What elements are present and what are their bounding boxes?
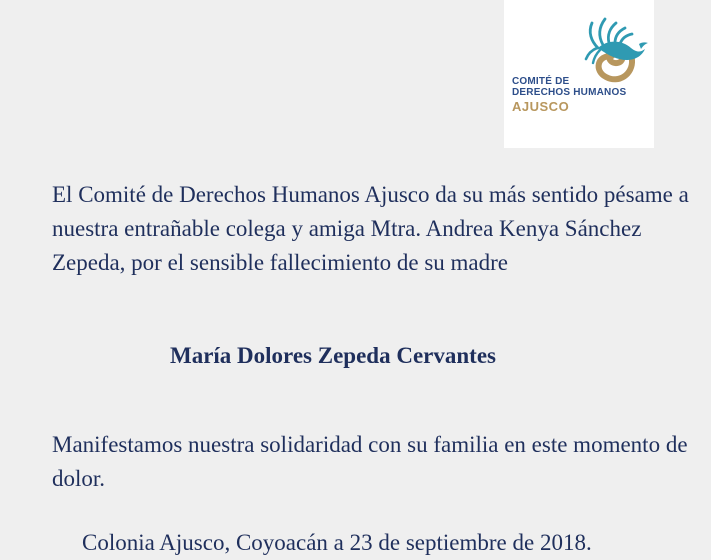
condolence-paragraph: El Comité de Derechos Humanos Ajusco da su más sentido pésame a nuestra entrañable colega y amiga Mtra. Andrea Kenya Sánchez Zepeda, por el sensible fallecimiento de su madre — [52, 182, 689, 275]
logo-line-2: DERECHOS HUMANOS — [512, 86, 627, 98]
deceased-name: María Dolores Zepeda Cervantes — [170, 343, 496, 368]
logo-line-3: AJUSCO — [512, 99, 570, 114]
place-and-date: Colonia Ajusco, Coyoacán a 23 de septiembre de 2018. — [82, 530, 592, 555]
organization-logo-text — [512, 77, 652, 114]
condolence-message-body — [52, 178, 692, 280]
logo-line-1: COMITÉ DE — [512, 76, 570, 87]
solidarity-paragraph: Manifestamos nuestra solidaridad con su familia en este momento de dolor. — [52, 432, 688, 491]
